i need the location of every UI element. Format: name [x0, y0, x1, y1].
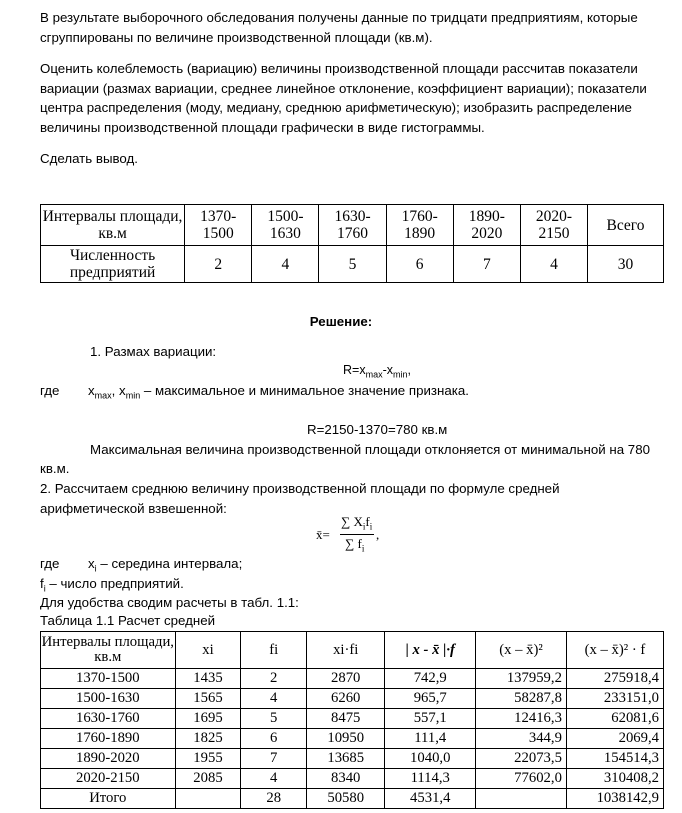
header-fi: fi	[241, 632, 307, 669]
header-intervals: Интервалы площади, кв.м	[41, 632, 176, 669]
problem-paragraph-2: Оценить колеблемость (вариацию) величины производственной площади рассчитав показатели вариации (размах вариации, среднее линейное отклонение, коэффициент вариации); показатели центра распределения (моду, медиану, среднюю арифметическую); изобразить распределение величины производственной площади графически в виде гистограммы.	[40, 61, 647, 135]
interval-cell: 1890-2020	[453, 205, 520, 246]
solution-title: Решение:	[309, 314, 373, 329]
table-header-row	[41, 632, 664, 669]
table-row	[41, 709, 664, 729]
xi-cell: 2085	[175, 769, 241, 789]
absdev-cell: 557,1	[385, 709, 476, 729]
count-cell: 2	[185, 246, 252, 283]
count-cell: 6	[386, 246, 453, 283]
mean-formula-end: ,	[376, 527, 380, 542]
xi-cell: 1825	[175, 729, 241, 749]
absdev-cell: 1114,3	[385, 769, 476, 789]
sqdevf-cell: 233151,0	[566, 689, 663, 709]
table-caption: Таблица 1.1 Расчет средней	[40, 613, 216, 628]
mean-formula-denominator: ∑ $f_i$	[345, 536, 365, 554]
where-label-2: где	[40, 556, 60, 571]
xi-cell: 1955	[175, 749, 241, 769]
xi-cell: 1565	[175, 689, 241, 709]
mean-formula-numerator: ∑ $X_if_i$	[341, 514, 373, 532]
xifi-cell: 6260	[307, 689, 385, 709]
xifi-cell: 2870	[307, 669, 385, 689]
interval-cell: 2020-2150	[41, 769, 176, 789]
interval-cell: 1500-1630	[252, 205, 319, 246]
header-sqdev: (x – x̄)²	[476, 632, 567, 669]
count-cell: 4	[520, 246, 587, 283]
where-text-1: $x_{max}$, $x_{min}$ – максимальное и минимальное значение признака.	[88, 383, 469, 401]
total-xi	[175, 789, 241, 809]
header-xifi: xi·fi	[307, 632, 385, 669]
step-2-heading: 2. Рассчитаем среднюю величину производственной площади по формуле средней арифметической взвешенной:	[40, 481, 560, 516]
sqdev-cell: 22073,5	[476, 749, 567, 769]
fi-cell: 6	[241, 729, 307, 749]
table-row	[41, 246, 664, 283]
interval-cell: 1630-1760	[319, 205, 386, 246]
total-fi: 28	[241, 789, 307, 809]
sqdev-cell: 344,9	[476, 729, 567, 749]
table-total-row	[41, 789, 664, 809]
sqdevf-cell: 154514,3	[566, 749, 663, 769]
sqdevf-cell: 62081,6	[566, 709, 663, 729]
fi-cell: 4	[241, 689, 307, 709]
table-row	[41, 729, 664, 749]
sqdevf-cell: 275918,4	[566, 669, 663, 689]
fi-cell: 7	[241, 749, 307, 769]
interval-cell: 1370-1500	[185, 205, 252, 246]
fi-cell: 2	[241, 669, 307, 689]
problem-paragraph-1: В результате выборочного обследования получены данные по тридцати предприятиям, которые сгруппированы по величине производственной площади (кв.м).	[40, 10, 638, 45]
xifi-cell: 8340	[307, 769, 385, 789]
step-1-heading: 1. Размах вариации:	[90, 344, 217, 359]
fi-cell: 5	[241, 709, 307, 729]
row-header-intervals: Интервалы площади, кв.м	[41, 205, 185, 246]
table-row	[41, 205, 664, 246]
sqdev-cell: 58287,8	[476, 689, 567, 709]
sqdevf-cell: 2069,4	[566, 729, 663, 749]
interval-cell: 1630-1760	[41, 709, 176, 729]
range-conclusion: Максимальная величина производственной площади отклоняется от минимальной на 780	[90, 442, 650, 457]
absdev-cell: 965,7	[385, 689, 476, 709]
where-label-1: где	[40, 383, 60, 398]
range-conclusion-cont: кв.м.	[40, 461, 70, 476]
table-row	[41, 749, 664, 769]
problem-paragraph-3: Сделать вывод.	[40, 151, 138, 166]
xifi-cell: 13685	[307, 749, 385, 769]
total-sqdev	[476, 789, 567, 809]
xi-cell: 1695	[175, 709, 241, 729]
xifi-cell: 8475	[307, 709, 385, 729]
fraction-bar	[340, 534, 374, 535]
table-row	[41, 689, 664, 709]
range-formula: $R=x_{max}-x_{min}$,	[343, 363, 412, 380]
mean-formula-lhs: x̄=	[316, 527, 330, 542]
absdev-cell: 1040,0	[385, 749, 476, 769]
fi-cell: 4	[241, 769, 307, 789]
interval-cell: 1500-1630	[41, 689, 176, 709]
sqdev-cell: 137959,2	[476, 669, 567, 689]
interval-cell: 1370-1500	[41, 669, 176, 689]
range-value: R=2150-1370=780 кв.м	[307, 422, 448, 437]
row-header-counts: Численность предприятий	[41, 246, 185, 283]
sqdevf-cell: 310408,2	[566, 769, 663, 789]
count-cell: 5	[319, 246, 386, 283]
table-row	[41, 769, 664, 789]
total-label-cell: Всего	[588, 205, 664, 246]
interval-cell: 2020-2150	[520, 205, 587, 246]
absdev-cell: 111,4	[385, 729, 476, 749]
xifi-cell: 10950	[307, 729, 385, 749]
table-row	[41, 669, 664, 689]
count-cell: 7	[453, 246, 520, 283]
xi-cell: 1435	[175, 669, 241, 689]
sqdev-cell: 12416,3	[476, 709, 567, 729]
count-cell: 4	[252, 246, 319, 283]
total-sqdevf: 1038142,9	[566, 789, 663, 809]
total-xifi: 50580	[307, 789, 385, 809]
interval-cell: 1760-1890	[41, 729, 176, 749]
header-xi: xi	[175, 632, 241, 669]
total-count-cell: 30	[588, 246, 664, 283]
distribution-table	[40, 204, 664, 283]
calculation-table	[40, 631, 664, 809]
interval-cell: 1890-2020	[41, 749, 176, 769]
header-sqdevf: (x – x̄)² · f	[566, 632, 663, 669]
total-absdev: 4531,4	[385, 789, 476, 809]
where-text-fi: $f_i$ – число предприятий.	[40, 576, 184, 594]
interval-cell: 1760-1890	[386, 205, 453, 246]
header-absdev: | x - x̄ |·f	[385, 632, 476, 669]
sqdev-cell: 77602,0	[476, 769, 567, 789]
where-text-xi: $x_i$ – середина интервала;	[88, 556, 243, 574]
table-note: Для удобства сводим расчеты в табл. 1.1:	[40, 595, 299, 610]
absdev-cell: 742,9	[385, 669, 476, 689]
total-label: Итого	[41, 789, 176, 809]
